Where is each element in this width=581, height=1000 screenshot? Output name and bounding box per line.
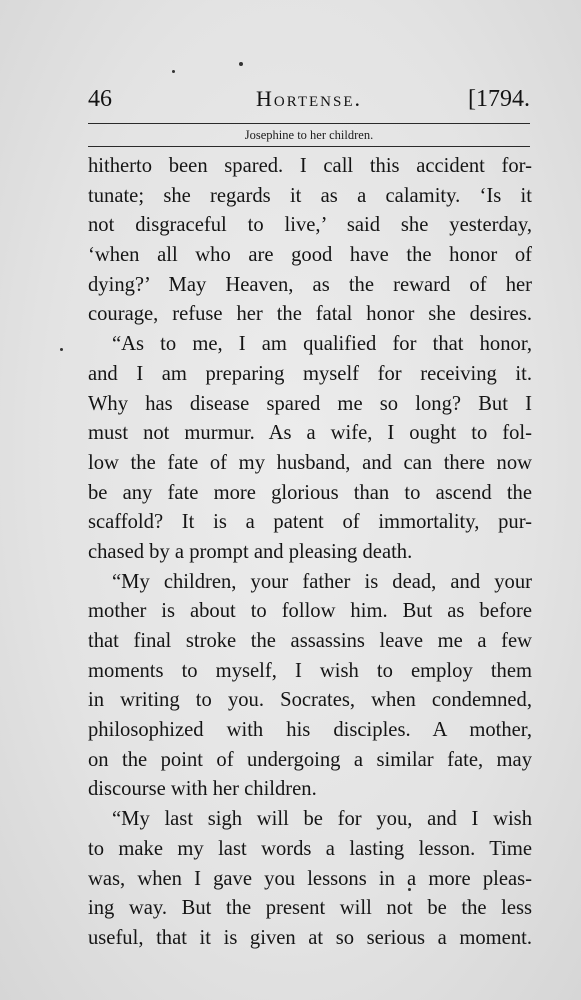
text-line: was, when I gave you lessons in a more pleas- (88, 867, 532, 890)
page-number: 46 (88, 86, 112, 112)
text-line: courage, refuse her the fatal honor she desires. (88, 303, 532, 326)
ink-speck (239, 62, 243, 66)
text-line: dying?’ May Heaven, as the reward of her (88, 273, 532, 296)
text-line: be any fate more glorious than to ascend the (88, 481, 532, 504)
text-line: philosophized with his disciples. A mother, (88, 719, 532, 742)
text-line: tunate; she regards it as a calamity. ‘Is it (88, 184, 532, 207)
text-line: useful, that it is given at so serious a moment. (88, 926, 532, 949)
ink-speck (172, 70, 175, 73)
text-line: in writing to you. Socrates, when condemned, (88, 689, 532, 712)
header-year: [1794. (468, 86, 530, 112)
paragraph (88, 805, 532, 953)
text-line: ‘when all who are good have the honor of (88, 244, 532, 267)
subheading-rule (88, 146, 530, 147)
text-line: must not murmur. As a wife, I ought to fol- (88, 422, 532, 445)
text-line: “As to me, I am qualified for that honor, (112, 333, 532, 356)
text-line: scaffold? It is a patent of immortality, pur- (88, 511, 532, 534)
paragraph (88, 568, 532, 806)
text-line: moments to myself, I wish to employ them (88, 659, 532, 682)
running-title: Hortense. (256, 86, 362, 111)
paragraph (88, 330, 532, 568)
ink-speck (60, 348, 63, 351)
body-text (88, 152, 532, 954)
text-line: discourse with her children. (88, 778, 317, 801)
text-line: ing way. But the present will not be the less (88, 897, 532, 920)
paragraph (88, 152, 532, 330)
section-subheading: Josephine to her children. (244, 128, 374, 142)
text-line: “My last sigh will be for you, and I wish (112, 808, 532, 831)
text-line: and I am preparing myself for receiving it. (88, 362, 532, 385)
text-line: Why has disease spared me so long? But I (88, 392, 532, 415)
text-line: not disgraceful to live,’ said she yesterday, (88, 214, 532, 237)
page-header (88, 86, 530, 122)
header-rule (88, 123, 530, 124)
text-line: hitherto been spared. I call this accident for- (88, 155, 532, 177)
text-line: low the fate of my husband, and can there now (88, 451, 532, 474)
text-line: to make my last words a lasting lesson. Time (88, 837, 532, 860)
text-line: that final stroke the assassins leave me a few (88, 630, 532, 652)
text-line: “My children, your father is dead, and your (112, 570, 532, 593)
text-line: mother is about to follow him. But as before (88, 600, 532, 623)
text-line: on the point of undergoing a similar fate, may (88, 748, 532, 771)
text-line: chased by a prompt and pleasing death. (88, 540, 413, 563)
